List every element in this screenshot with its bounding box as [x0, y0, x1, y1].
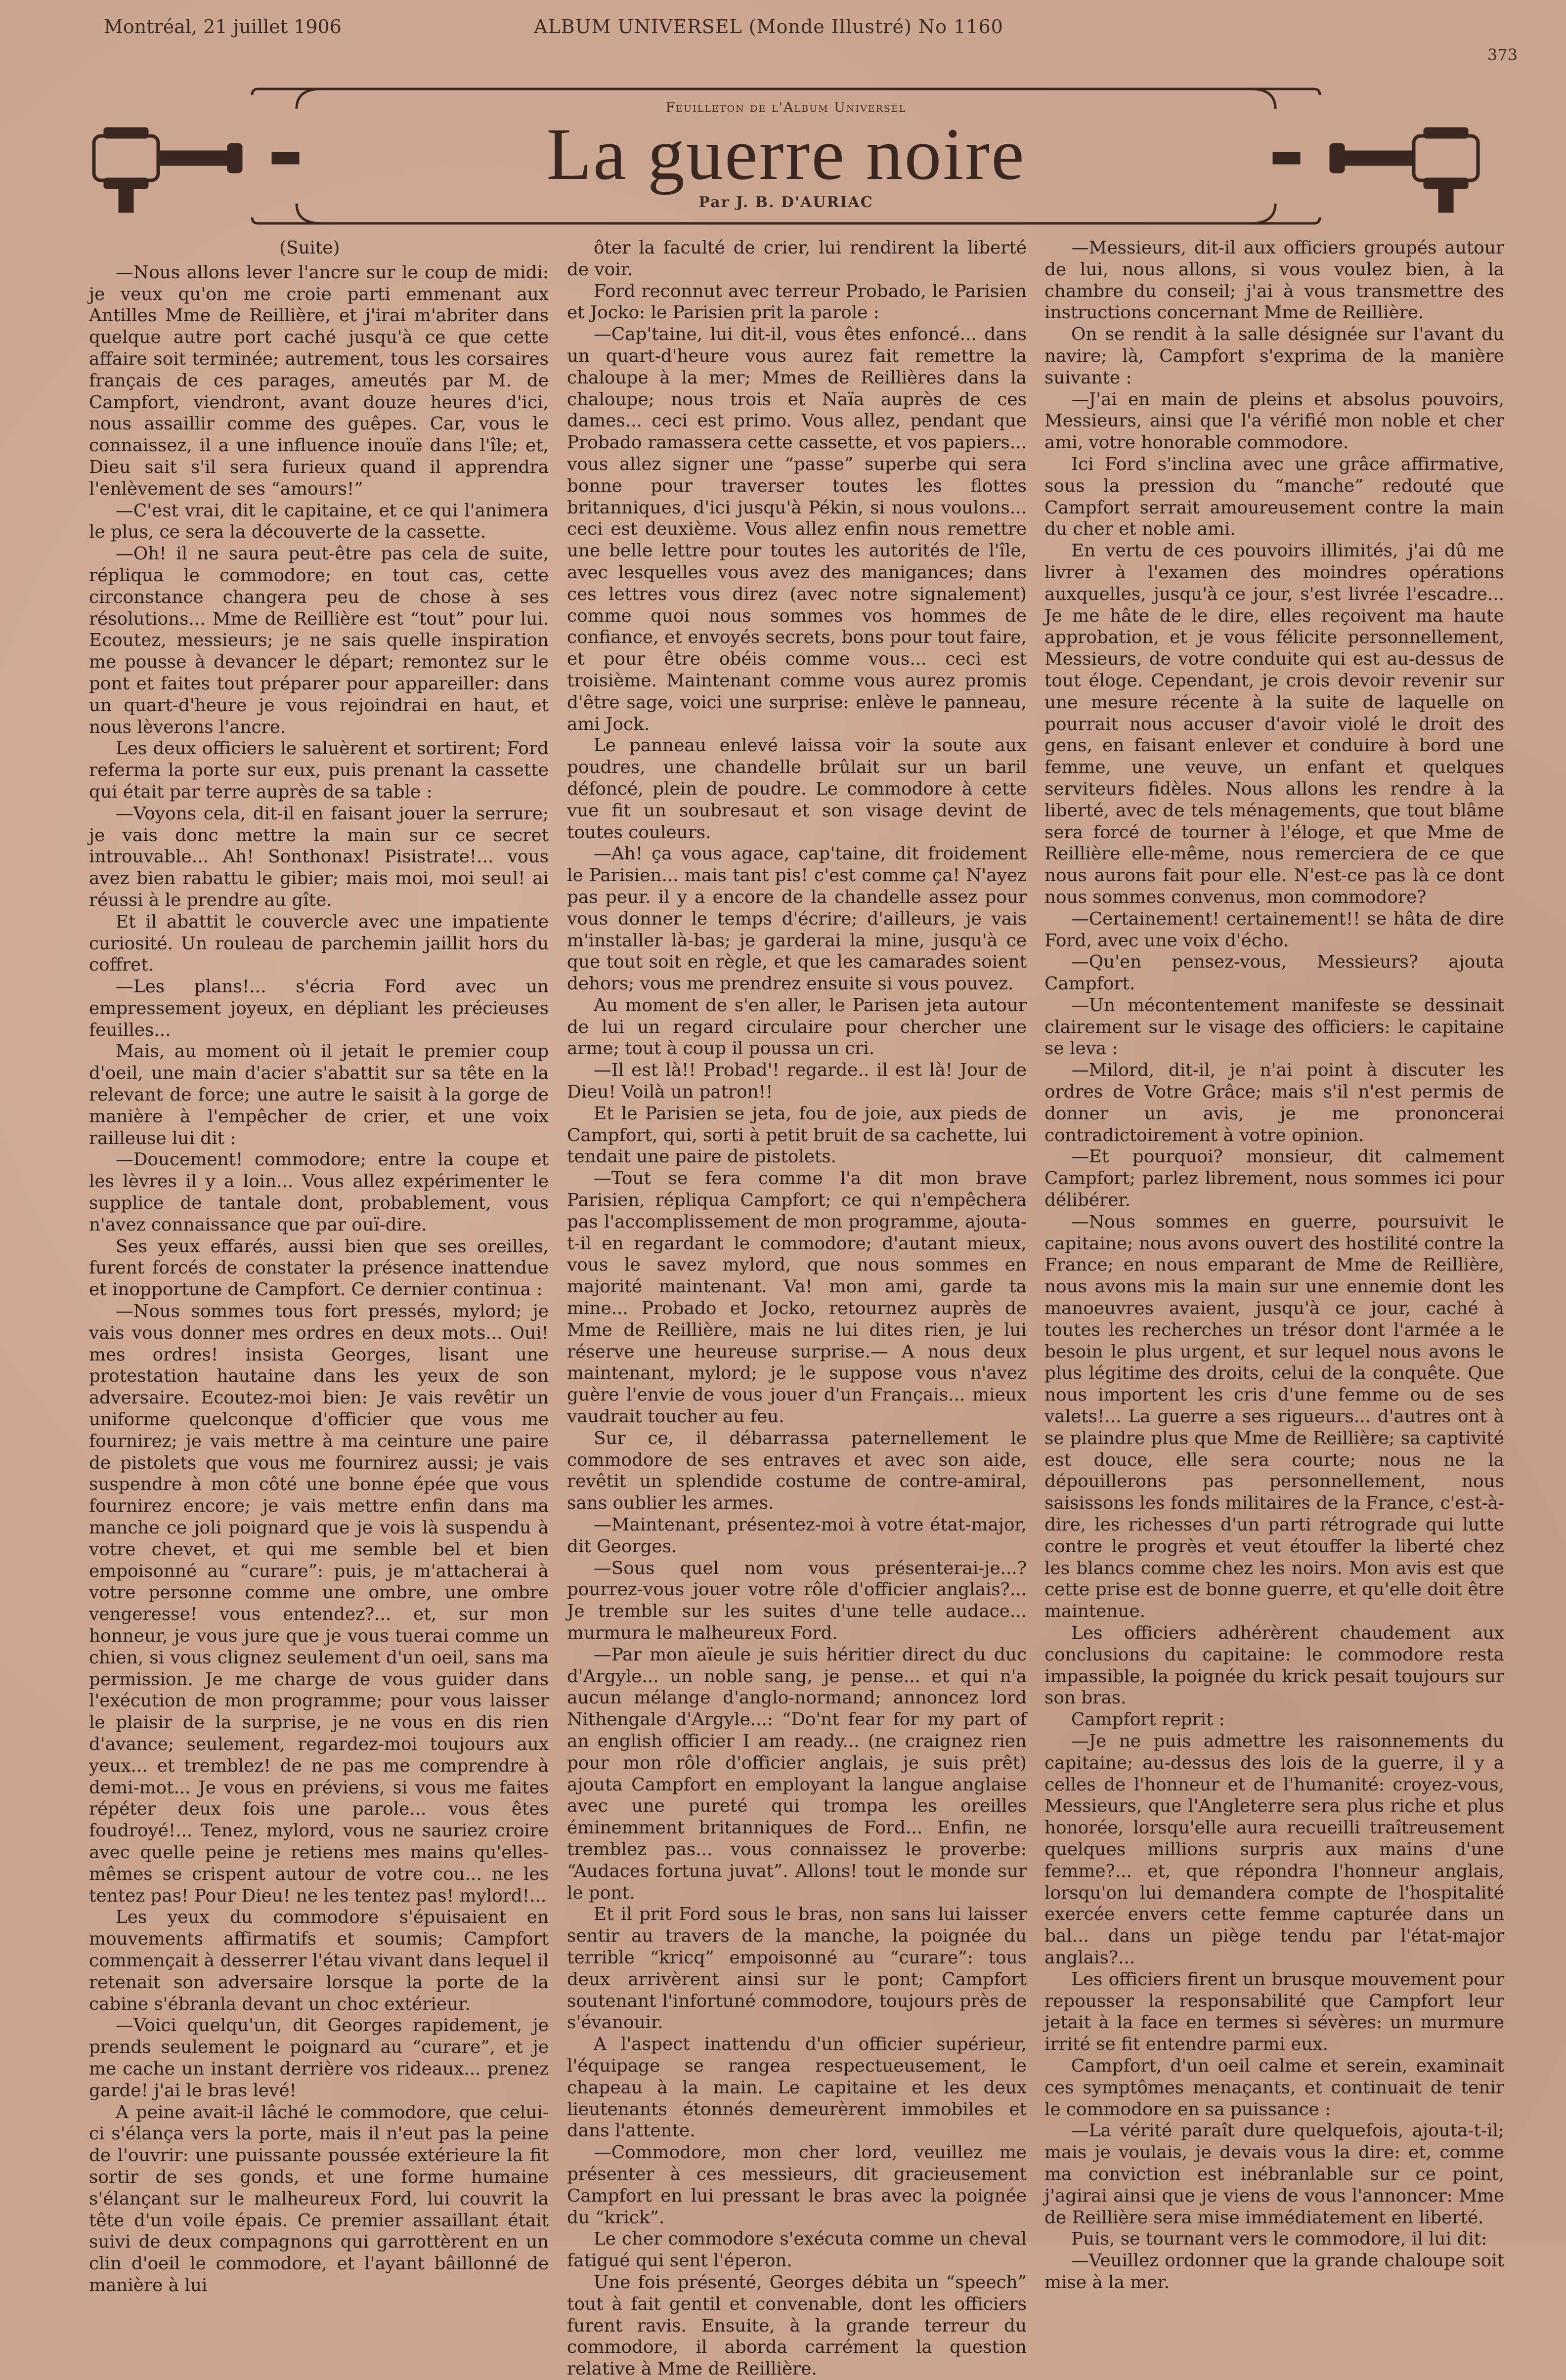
article-paragraph: Puis, se tournant vers le commodore, il lui dit: — [1071, 2229, 1487, 2250]
article-paragraph: Les deux officiers le saluèrent et sortirent; Ford referma la porte sur eux, puis prenant la cassette qui était par terre auprès de sa table : — [89, 738, 549, 802]
article-paragraph: —Nous allons lever l'ancre sur le coup de midi: je veux qu'on me croie parti emmenant aux Antilles Mme de Reillière, et j'irai m'abriter dans quelque autre port caché jusqu'à ce que cette affaire soit terminée; autrement, tous les corsaires français de ces parages, ameutés par M. de Campfort, viendront, avant douze heures d'ici, nous assaillir comme des guêpes. Car, vous le connaissez, il a une influence inouïe dans l'île; et, Dieu sait s'il sera furieux quand il apprendra l'enlèvement de ses “amours!” — [89, 262, 549, 499]
article-paragraph: Le cher commodore s'exécuta comme un cheval fatigué qui sent l'éperon. — [567, 2229, 1027, 2271]
article-paragraph: —Maintenant, présentez-moi à votre état-major, dit Georges. — [567, 1515, 1027, 1557]
article-paragraph: ôter la faculté de crier, lui rendirent la liberté de voir. — [567, 238, 1027, 280]
article-paragraph: —Par mon aïeule je suis héritier direct du duc d'Argyle... un noble sang, je pense... et qui n'a aucun mélange d'anglo-normand; annoncez lord Nithengale d'Argyle...: “Do'nt fear for my part of an english officier I am ready... (ne craignez rien pour mon rôle d'officier anglais, je suis prêt) ajouta Campfort en employant la langue anglaise avec une pureté qui trompa les oreilles éminemment britanniques de Ford... Enfin, ne tremblez pas... vous connaissez le proverbe: “Audaces fortuna juvat”. Allons! tout le monde sur le pont. — [567, 1644, 1027, 1903]
article-paragraph: Campfort, d'un oeil calme et serein, examinait ces symptômes menaçants, et continuait de tenir le commodore en sa puissance : — [1044, 2055, 1504, 2120]
article-paragraph: —Et pourquoi? monsieur, dit calmement Campfort; parlez librement, nous sommes ici pour délibérer. — [1044, 1147, 1504, 1211]
article-paragraph: Sur ce, il débarrassa paternellement le commodore de ses entraves et avec son aide, revêtit un splendide costume de contre-amiral, sans oublier les armes. — [567, 1428, 1027, 1514]
article-paragraph: Ses yeux effarés, aussi bien que ses oreilles, furent forcés de constater la présence inattendue et inopportune de Campfort. Ce dernier continua : — [89, 1236, 549, 1300]
running-head — [104, 16, 1518, 64]
article-paragraph: Ford reconnut avec terreur Probado, le Parisien et Jocko: le Parisien prit la parole : — [567, 281, 1027, 323]
article-paragraph: —Sous quel nom vous présenterai-je...? pourrez-vous jouer votre rôle d'officier anglais?... Je tremble sur les suites d'une telle audace... murmura le malheureux Ford. — [567, 1558, 1027, 1643]
article-paragraph: —Messieurs, dit-il aux officiers groupés autour de lui, nous allons, si vous voulez bien, à la chambre du conseil; j'ai à vous transmettre des instructions concernant Mme de Reillière. — [1044, 238, 1504, 323]
article-paragraph: —Nous sommes tous fort pressés, mylord; je vais vous donner mes ordres en deux mots... Oui! mes ordres! insista Georges, lisant une protestation hautaine dans les yeux de son adversaire. Ecoutez-moi bien: Je vais revêtir un uniforme quelconque d'officier que vous me fournirez; je vais mettre à ma ceinture une paire de pistolets que vous me fournirez aussi; je vais suspendre à mon côté une bonne épée que vous fournirez encore; je vais mettre enfin dans ma manche ce joli poignard que je vois là suspendu à votre chevet, et qui me semble bel et bien empoisonné au “curare”: puis, je m'attacherai à votre personne comme une ombre, une ombre vengeresse! vous entendez?... et, sur mon honneur, je vous jure que je vous tuerai comme un chien, si vous clignez seulement d'un oeil, sans ma permission. Je me charge de vous guider dans l'exécution de mon programme; pour vous laisser le plaisir de la surprise, je ne vous en dis rien d'avance; seulement, regardez-moi toujours aux yeux... et tremblez! de ne pas me comprendre à demi-mot... Je vous en préviens, si vous me faites répéter deux fois une parole... vous êtes foudroyé!... Tenez, mylord, vous ne sauriez croire avec quelle peine je retiens mes mains qu'elles-mêmes se crispent autour de votre cou... ne les tentez pas! Pour Dieu! ne les tentez pas! mylord!... — [89, 1301, 549, 1906]
article-paragraph: —J'ai en main de pleins et absolus pouvoirs, Messieurs, ainsi que l'a vérifié mon noble et cher ami, votre honorable commodore. — [1044, 389, 1504, 453]
article-paragraph: Et le Parisien se jeta, fou de joie, aux pieds de Campfort, qui, sorti à petit bruit de sa cachette, lui tendait une paire de pistolets. — [567, 1103, 1027, 1167]
article-paragraph: Et il abattit le couvercle avec une impatiente curiosité. Un rouleau de parchemin jaillit hors du coffret. — [89, 911, 549, 976]
suite-label: (Suite) — [279, 238, 340, 258]
article-paragraph: —La vérité paraît dure quelquefois, ajouta-t-il; mais je voulais, je devais vous la dire: et, comme ma conviction est inébranlable sur ce point, j'agirai ainsi que je viens de vous l'annoncer: Mme de Reillière sera mise immédiatement en liberté. — [1044, 2121, 1504, 2228]
article-paragraph: Au moment de s'en aller, le Parisen jeta autour de lui un regard circulaire pour chercher une arme; tout à coup il poussa un cri. — [567, 995, 1027, 1059]
article-paragraph: A peine avait-il lâché le commodore, que celui-ci s'élança vers la porte, mais il n'eut pas la peine de l'ouvrir: une puissante poussée extérieure la fit sortir de ses gonds, et une forme humaine s'élançant sur le malheureux Ford, lui couvrit la tête d'un voile épais. Ce premier assaillant était suivi de deux compagnons qui garrottèrent en un clin d'oeil le commodore, et l'ayant bâillonné de manière à lui — [89, 2102, 549, 2295]
article-paragraph: Mais, au moment où il jetait le premier coup d'oeil, une main d'acier s'abattit sur sa tête en la relevant de force; une autre le saisit à la gorge de manière à l'empêcher de crier, et une voix railleuse lui dit : — [89, 1041, 549, 1148]
feuilleton-header — [89, 69, 1483, 227]
serial-title: La guerre noire — [546, 113, 1026, 195]
article-paragraph: Et il prit Ford sous le bras, non sans lui laisser sentir au travers de la manche, la poignée du terrible “kricq” empoisonné au “curare”: tous deux arrivèrent ainsi sur le pont; Campfort soutenant l'infortuné commodore, toujours près de s'évanouir. — [567, 1904, 1027, 2033]
article-paragraph: En vertu de ces pouvoirs illimités, j'ai dû me livrer à l'examen des moindres opérations auxquelles, jusqu'à ce jour, s'est livrée l'escadre... Je me hâte de le dire, elles reçoivent ma haute approbation, et je vous félicite personnellement, Messieurs, de votre conduite qui est au-dessus de tout éloge. Cependant, je crois devoir revenir sur une mesure récente à la suite de laquelle on pourrait nous accuser d'avoir violé le droit des gens, en faisant enlever et conduire à bord une femme, une veuve, un enfant et quelques serviteurs fidèles. Nous allons les rendre à la liberté, avec de tels ménagements, que tout blâme sera forcé de tourner à l'éloge, et que Mme de Reillière elle-même, nous remerciera de ce que nous aurons fait pour elle. N'est-ce pas là ce dont nous sommes convenus, mon commodore? — [1044, 541, 1504, 907]
feuilleton-kicker: Feuilleton de l'Album Universel — [665, 100, 907, 115]
article-paragraph: —Qu'en pensez-vous, Messieurs? ajouta Campfort. — [1044, 952, 1504, 994]
article-paragraph: —Commodore, mon cher lord, veuillez me présenter à ces messieurs, dit gracieusement Campfort en lui pressant le bras avec la poignée du “krick”. — [567, 2142, 1027, 2228]
article-paragraph: —Oh! il ne saura peut-être pas cela de suite, répliqua le commodore; en tout cas, cette circonstance changera peu de chose à ses résolutions... Mme de Reillière est “tout” pour lui. Ecoutez, messieurs; je ne sais quelle inspiration me pousse à devancer le départ; remontez sur le pont et faites tout préparer pour appareiller: dans un quart-d'heure je vous rejoindrai en haut, et nous lèverons l'ancre. — [89, 544, 549, 737]
issue-date: Montréal, 21 juillet 1906 — [104, 16, 342, 38]
publication-name: ALBUM UNIVERSEL (Monde Illustré) No 1160 — [534, 16, 1003, 38]
article-paragraph: A l'aspect inattendu d'un officier supérieur, l'équipage se rangea respectueusement, le chapeau à la main. Le capitaine et les deux lieutenants étonnés demeurèrent immobiles et dans l'attente. — [567, 2034, 1027, 2141]
article-paragraph: Les officiers firent un brusque mouvement pour repousser la responsabilité que Campfort leur jetait à la face en termes si sévères: un murmure irrité se fit entendre parmi eux. — [1044, 1969, 1504, 2055]
article-paragraph: —Doucement! commodore; entre la coupe et les lèvres il y a loin... Vous allez expérimenter le supplice de tantale dont, probablement, vous n'avez connaissance que par ouï-dire. — [89, 1149, 549, 1235]
article-paragraph: —Milord, dit-il, je n'ai point à discuter les ordres de Votre Grâce; mais s'il n'est permis de donner un avis, je me prononcerai contradictoirement à votre opinion. — [1044, 1060, 1504, 1146]
article-paragraph: Ici Ford s'inclina avec une grâce affirmative, sous la pression du “manche” redouté que Campfort serrait amoureusement contre la main du cher et noble ami. — [1044, 454, 1504, 540]
text-column-2 — [567, 237, 1027, 2380]
article-paragraph: On se rendit à la salle désignée sur l'avant du navire; là, Campfort s'exprima de la manière suivante : — [1044, 324, 1504, 388]
article-paragraph: —Cap'taine, lui dit-il, vous êtes enfoncé... dans un quart-d'heure vous aurez fait remettre la chaloupe à la mer; Mmes de Reillières dans la chaloupe; nous trois et Naïa auprès de ces dames... ceci est primo. Vous allez, pendant que Probado ramassera cette cassette, et vos papiers... vous allez signer une “passe” superbe qui sera bonne pour traverser toutes les flottes britanniques, d'ici jusqu'à Pékin, si nous voulons... ceci est deuxième. Vous allez enfin nous remettre une belle lettre pour toutes les autorités de l'île, avec lesquelles vous avez des manigances; dans ces lettres vous direz (avec notre signalement) comme quoi nous sommes vos hommes de confiance, et envoyés secrets, bons pour tout faire, et pour être obéis comme vous... ceci est troisième. Maintenant comme vous aurez promis d'être sage, voici une surprise: enlève le panneau, ami Jock. — [567, 324, 1027, 734]
article-paragraph: —Les plans!... s'écria Ford avec un empressement joyeux, en dépliant les précieuses feuilles... — [89, 977, 549, 1040]
article-paragraph: —Je ne puis admettre les raisonnements du capitaine; au-dessus des lois de la guerre, il y a celles de l'honneur et de l'humanité: croyez-vous, Messieurs, que l'Angleterre sera plus riche et plus honorée, lorsqu'elle aura recueilli traîtreusement quelques millions surpris aux mains d'une femme?... et, que répondra l'honneur anglais, lorsqu'on lui demandera compte de l'hospitalité exercée envers cette femme capturée dans un bal... dans un piège tendu par l'état-major anglais?... — [1044, 1731, 1504, 1968]
article-paragraph: —Veuillez ordonner que la grande chaloupe soit mise à la mer. — [1044, 2251, 1504, 2293]
article-paragraph: —Tout se fera comme l'a dit mon brave Parisien, répliqua Campfort; ce qui n'empêchera pas l'accomplissement de mon programme, ajouta-t-il en regardant le commodore; d'autant mieux, vous le savez mylord, que nous sommes en majorité maintenant. Va! mon ami, garde ta mine... Probado et Jocko, retournez auprès de Mme de Reillière, mais ne lui dites rien, je lui réserve une heureuse surprise.— A nous deux maintenant, mylord; je le suppose vous n'avez guère l'envie de vous jouer d'un Français... mieux vaudrait toucher au feu. — [567, 1168, 1027, 1427]
article-paragraph: Le panneau enlevé laissa voir la soute aux poudres, une chandelle brûlait sur un baril défoncé, plein de poudre. Le commodore à cette vue fit un soubresaut et son visage devint de toutes couleurs. — [567, 735, 1027, 843]
article-paragraph: —Nous sommes en guerre, poursuivit le capitaine; nous avons ouvert des hostilité contre la France; en nous emparant de Mme de Reillière, nous avons mis la main sur une ennemie dont les manoeuvres avaient, jusqu'à ce jour, caché à toutes les recherches un trésor dont l'armée a le besoin le plus urgent, et sur lequel nous avons le plus légitime des droits, celui de la conquête. Que nous importent les cris d'une femme ou de ses valets!... La guerre a ses rigueurs... d'autres ont à se plaindre plus que Mme de Reillière; sa captivité est douce, elle sera courte; nous ne la dépouillerons pas personnellement, nous saisissons les fonds militaires de la France, c'est-à-dire, les richesses d'un parti rétrograde qui lutte contre le progrès et veut étouffer la liberté chez les blancs comme chez les noirs. Mon avis est que cette prise est de bonne guerre, et qu'elle doit être maintenue. — [1044, 1211, 1504, 1622]
article-paragraph: Les yeux du commodore s'épuisaient en mouvements affirmatifs et soumis; Campfort commençait à desserrer l'étau vivant dans lequel il retenait son adversaire lorsque la porte de la cabine s'ébranla devant un choc extérieur. — [89, 1907, 549, 2014]
author-byline: Par J. B. D'AURIAC — [698, 194, 873, 211]
article-paragraph: —Il est là!! Probad'! regarde.. il est là! Jour de Dieu! Voilà un patron!! — [567, 1060, 1027, 1103]
text-column-1 — [89, 237, 549, 2295]
article-paragraph: Les officiers adhérèrent chaudement aux conclusions du capitaine: le commodore resta impassible, la poignée du krick pesait toujours sur son bras. — [1044, 1623, 1504, 1708]
article-paragraph: —Un mécontentement manifeste se dessinait clairement sur le visage des officiers: le capitaine se leva : — [1044, 995, 1504, 1059]
article-paragraph: —Certainement! certainement!! se hâta de dire Ford, avec une voix d'écho. — [1044, 908, 1504, 951]
article-paragraph: —Voici quelqu'un, dit Georges rapidement, je prends seulement le poignard au “curare”, et je me cache un instant derrière vos rideaux... prenez garde! j'ai le bras levé! — [89, 2015, 549, 2101]
article-paragraph: —Ah! ça vous agace, cap'taine, dit froidement le Parisien... mais tant pis! c'est comme ça! N'ayez pas peur. il y a encore de la chandelle assez pour vous donner le temps d'écrire; d'ailleurs, je vais m'installer là-bas; je garderai la mine, jusqu'à ce que tout soit en règle, et que les camarades soient dehors; vous me prendrez ensuite si vous pouvez. — [567, 844, 1027, 994]
article-paragraph: Campfort reprit : — [1071, 1709, 1225, 1730]
page-number: 373 — [1487, 45, 1518, 64]
article-paragraph: Une fois présenté, Georges débita un “speech” tout à fait gentil et convenable, dont les officiers furent ravis. Ensuite, à la grande terreur du commodore, il aborda carrément la question relative à Mme de Reillière. — [567, 2272, 1027, 2380]
article-paragraph: —C'est vrai, dit le capitaine, et ce qui l'animera le plus, ce sera la découverte de la cassette. — [89, 500, 549, 543]
text-column-3 — [1044, 237, 1504, 2293]
article-paragraph: —Voyons cela, dit-il en faisant jouer la serrure; je vais donc mettre la main sur ce secret introuvable... Ah! Sonthonax! Pisistrate!... vous avez bien rabattu le gibier; mais moi, moi seul! ai réussi à le prendre au gîte. — [89, 803, 549, 910]
